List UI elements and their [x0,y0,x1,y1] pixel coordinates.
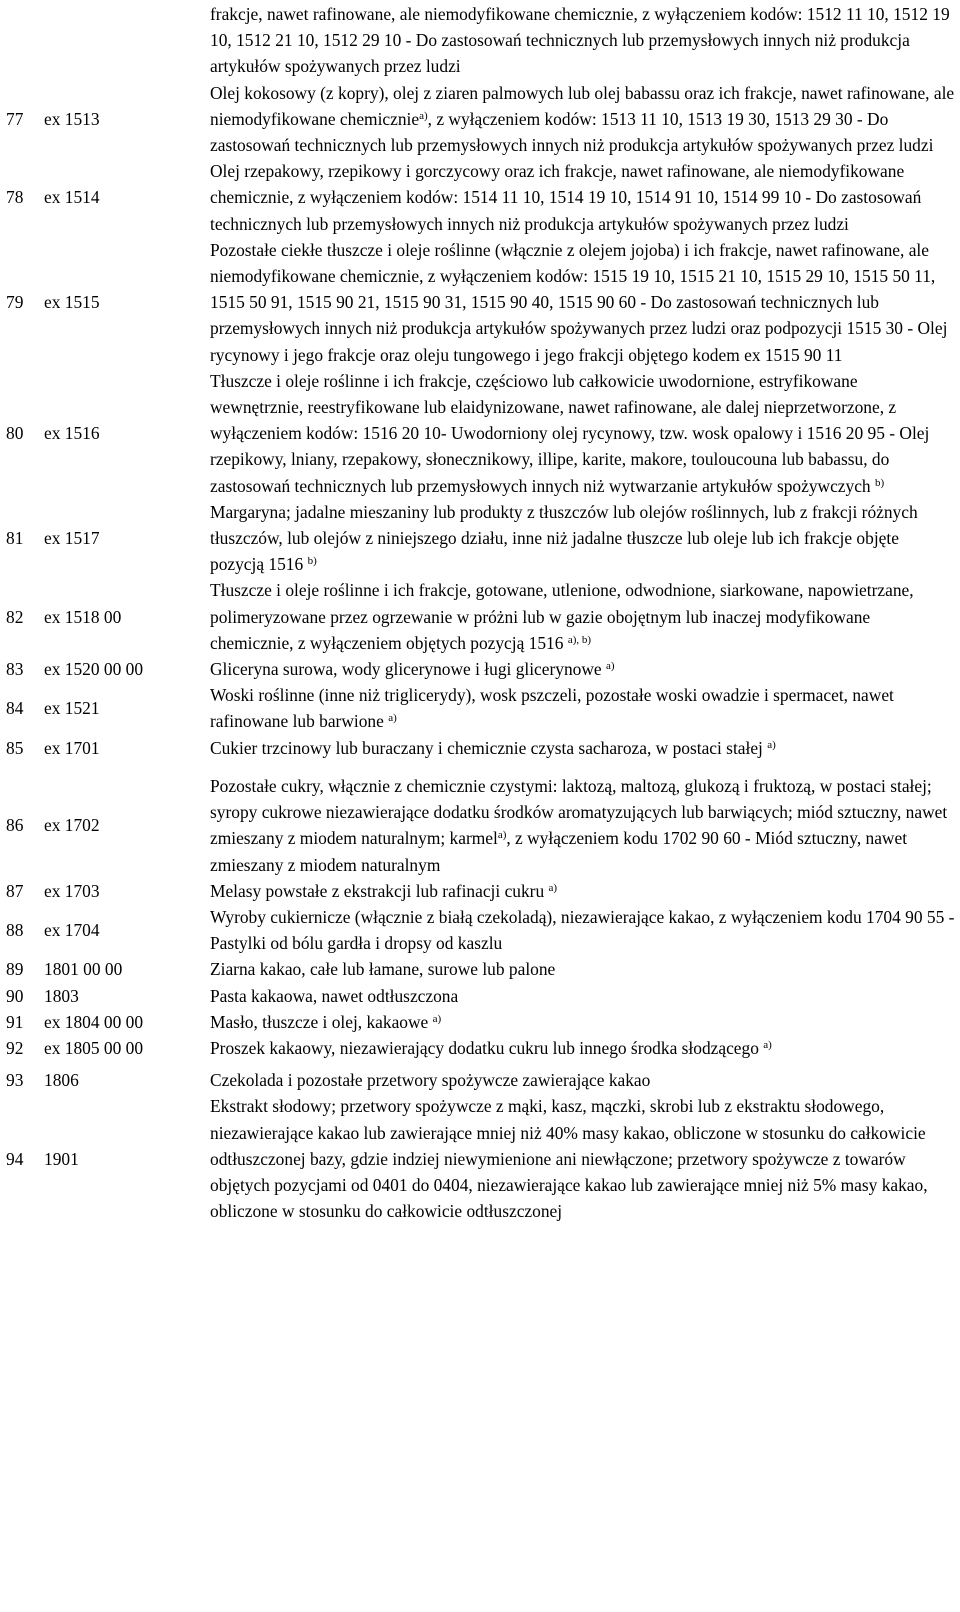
footnote-marker: a) [419,109,428,122]
table-row [0,1009,960,1035]
row-description [210,956,955,982]
row-description [210,499,955,578]
description-text: Gliceryna surowa, wody glicerynowe i ługi glicerynowe [210,659,607,680]
row-number: 80 [6,423,24,444]
table-row [0,80,960,159]
description-text: Olej rzepakowy, rzepikowy i gorczycowy oraz ich frakcje, nawet rafinowane, ale niemodyfikowane chemicznie, z wyłączeniem kodów: 1514 11 10, 1514 19 10, 1514 91 10, 1514 99 10 - Do zastosowań technicznych lub przemysłowych innych niż produkcja artykułów spożywanych przez ludzi [210,161,922,234]
row-number: 86 [6,815,24,836]
footnote-marker: a) [497,829,507,842]
row-code: ex 1513 [44,108,100,129]
table-row [0,735,960,767]
row-number: 87 [6,880,24,901]
row-number: 90 [6,985,24,1006]
row-description [210,1009,955,1035]
row-code: ex 1514 [44,187,100,208]
footnote-marker: a) [763,1038,772,1051]
table-row [0,1035,960,1067]
row-description [210,878,955,904]
description-text: frakcje, nawet rafinowane, ale niemodyfikowane chemicznie, z wyłączeniem kodów: 1512 11 10, 1512 19 10, 1512 21 10, 1512 29 10 - Do zastosowań technicznych lub przemysłowych innych niż produkcja artykułów spożywanych przez ludzi [210,4,950,77]
description-text: Pozostałe cukry, włącznie z chemicznie czystymi: laktozą, maltozą, glukozą i fruktozą, w postaci stałej; syropy cukrowe niezawierające dodatku środków aromatyzujących lub barwiących; miód sztuczny, nawet zmieszany z miodem naturalnym; karmel [210,775,948,849]
description-text: Tłuszcze i oleje roślinne i ich frakcje, częściowo lub całkowicie uwodornione, estryfikowane wewnętrznie, reestryfikowane lub elaidynizowane, nawet rafinowane, ale dalej nieprzetworzone, z wyłączeniem kodów: 1516 20 10- Uwodorniony olej rycynowy, tzw. wosk opalowy i 1516 20 95 - Olej rzepikowy, lniany, rzepakowy, słonecznikowy, illipe, karite, makore, touloucouna lub babassu, do zastosowań technicznych lub przemysłowych innych niż wytwarzanie artykułów spożywczych [210,370,930,496]
table-row [0,983,960,1009]
row-number: 94 [6,1148,24,1169]
description-text: Masło, tłuszcze i olej, kakaowe [210,1011,433,1032]
footnote-marker: b) [874,476,885,489]
table-row [0,158,960,237]
row-code: 1806 [44,1070,79,1091]
description-text: Ziarna kakao, całe lub łamane, surowe lub palone [210,959,556,980]
row-code: 1801 00 00 [44,959,123,980]
footnote-marker: b) [307,555,317,568]
row-description [210,368,955,499]
description-text-continued: , z wyłączeniem kodu 1702 90 60 - Miód sztuczny, nawet zmieszany z miodem naturalnym [210,828,908,875]
row-code: ex 1701 [44,737,100,758]
row-code: ex 1516 [44,423,100,444]
footnote-marker: a), b) [567,633,592,646]
table-row [0,956,960,982]
row-number: 91 [6,1011,24,1032]
row-code: ex 1518 00 [44,606,122,627]
table-row [0,878,960,904]
table-row [0,682,960,734]
table-row [0,1,960,80]
description-text: Pasta kakaowa, nawet odtłuszczona [210,985,459,1006]
table-row [0,499,960,578]
row-code: 1803 [44,985,79,1006]
row-code: ex 1703 [44,880,100,901]
row-description [210,773,955,878]
row-code: ex 1704 [44,920,100,940]
row-number: 93 [6,1070,24,1091]
footnote-marker: a) [606,660,615,673]
row-number: 84 [6,698,24,719]
description-text: Wyroby cukiernicze (włącznie z białą czekoladą), niezawierające kakao, z wyłączeniem kodu 1704 90 55 -Pastylki od bólu gardła i dropsy od kaszlu [210,906,955,954]
row-code: ex 1515 [44,292,100,313]
row-number: 81 [6,528,24,549]
description-text: Cukier trzcinowy lub buraczany i chemicznie czysta sacharoza, w postaci stałej [210,737,768,758]
description-text: Ekstrakt słodowy; przetwory spożywcze z mąki, kasz, mączki, skrobi lub z ekstraktu słodowego, niezawierające kakao lub zawierające mniej niż 40% masy kakao, obliczone w stosunku do całkowicie odtłuszczonej bazy, gdzie indziej niewymienione ani niewłączone; przetwory spożywcze z towarów objętych pozycjami od 0401 do 0404, niezawierające kakao lub zawierające mniej niż 5% masy kakao, obliczone w stosunku do całkowicie odtłuszczonej [210,1096,928,1222]
table-row [0,577,960,656]
description-text: Czekolada i pozostałe przetwory spożywcze zawierające kakao [210,1070,651,1091]
row-description [210,656,955,682]
row-description [210,1093,955,1224]
row-description [210,983,955,1009]
table-row [0,368,960,499]
row-number: 92 [6,1037,24,1058]
description-text-continued: , z wyłączeniem kodów: 1513 11 10, 1513 19 30, 1513 29 30 - Do zastosowań technicznych lub przemysłowych innych niż produkcja artykułów spożywanych przez ludzi [210,108,934,156]
table-row [0,656,960,682]
row-number: 89 [6,959,24,980]
footnote-marker: a) [388,712,397,725]
row-code: ex 1520 00 00 [44,659,144,680]
description-text: Tłuszcze i oleje roślinne i ich frakcje, gotowane, utlenione, odwodnione, siarkowane, napowietrzane, polimeryzowane przez ogrzewanie w próżni lub w gazie obojętnym lub inaczej modyfikowane chemicznie, z wyłączeniem objętych pozycją 1516 [210,580,914,653]
table-row [0,767,960,878]
row-description [210,80,955,159]
row-number: 83 [6,659,24,680]
row-description [210,158,955,237]
row-description [210,1035,955,1061]
description-text: Olej kokosowy (z kopry), olej z ziaren palmowych lub olej babassu oraz ich frakcje, nawet rafinowane, ale niemodyfikowane chemicznie [210,82,955,129]
row-description [210,237,955,368]
row-description [210,735,955,761]
footnote-marker: a) [767,738,776,751]
description-text: Melasy powstałe z ekstrakcji lub rafinacji cukru [210,880,549,901]
row-description [210,904,955,956]
footnote-marker: a) [548,881,558,894]
table-row [0,1093,960,1224]
row-number: 79 [6,292,24,313]
table-row [0,1067,960,1093]
table-row [0,237,960,368]
row-description [210,1067,955,1093]
row-code: ex 1517 [44,528,100,549]
description-text: Margaryna; jadalne mieszaniny lub produkty z tłuszczów lub olejów roślinnych, lub z frakcji różnych tłuszczów, lub olejów z niniejszego działu, inne niż jadalne tłuszcze lub oleje lub ich frakcje objęte pozycją 1516 [210,501,918,575]
row-description [210,682,955,734]
row-number: 85 [6,737,24,758]
description-text: Woski roślinne (inne niż triglicerydy), wosk pszczeli, pozostałe woski owadzie i spermacet, nawet rafinowane lub barwione [210,685,894,732]
row-number: 88 [6,920,24,940]
row-code: ex 1702 [44,815,100,836]
row-description [210,577,955,656]
row-number: 78 [6,187,24,208]
row-code: ex 1521 [44,698,100,719]
row-code: 1901 [44,1148,79,1169]
row-number: 77 [6,108,24,129]
row-code: ex 1804 00 00 [44,1011,144,1032]
row-description [210,1,955,80]
description-text: Proszek kakaowy, niezawierający dodatku cukru lub innego środka słodzącego [210,1037,764,1058]
description-text: Pozostałe ciekłe tłuszcze i oleje roślinne (włącznie z olejem jojoba) i ich frakcje, nawet rafinowane, ale niemodyfikowane chemicznie, z wyłączeniem kodów: 1515 19 10, 1515 21 10, 1515 29 10, 1515 50 11, 1515 50 91, 1515 90 21, 1515 90 31, 1515 90 40, 1515 90 60 - Do zastosowań technicznych lub przemysłowych innych niż produkcja artykułów spożywanych przez ludzi oraz podpozycji 1515 30 - Olej rycynowy i jego frakcje oraz oleju tungowego i jego frakcji objętego kodem ex 1515 90 11 [210,239,948,365]
tariff-table [0,1,960,1224]
table-row [0,904,960,956]
row-code: ex 1805 00 00 [44,1037,144,1058]
footnote-marker: a) [432,1012,442,1025]
row-number: 82 [6,606,24,627]
